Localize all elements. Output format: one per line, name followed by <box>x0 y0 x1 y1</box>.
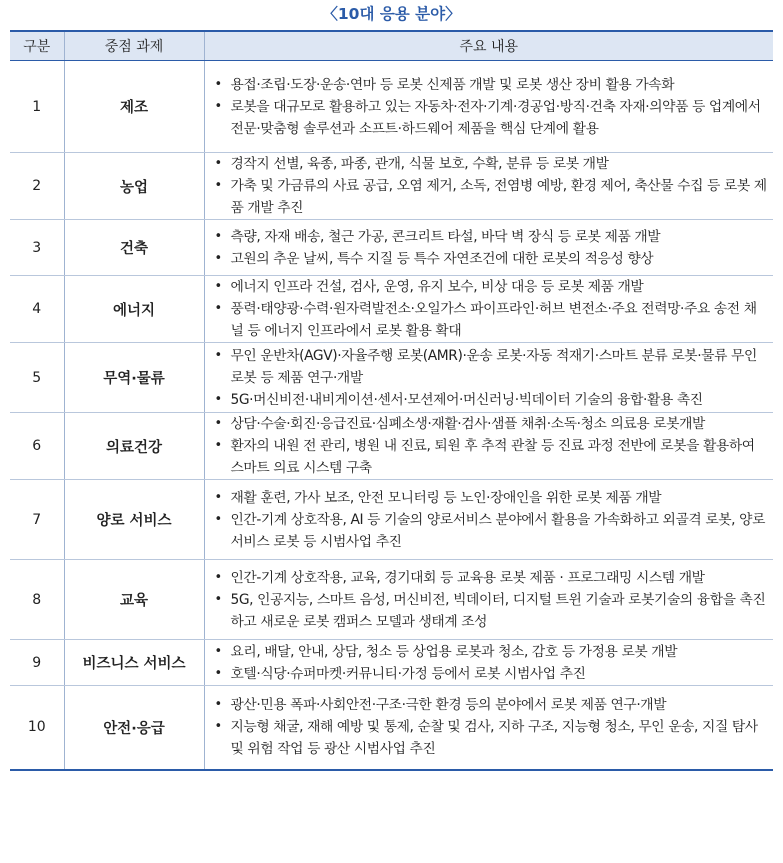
list-item <box>211 487 770 509</box>
list-item <box>211 226 770 248</box>
row-content <box>204 276 773 343</box>
row-content <box>204 220 773 276</box>
row-task: 의료건강 <box>64 413 204 480</box>
row-number: 3 <box>10 220 64 276</box>
row-number: 10 <box>10 686 64 770</box>
row-task: 제조 <box>64 61 204 153</box>
list-item <box>211 589 770 633</box>
content-list <box>211 74 770 140</box>
row-number: 1 <box>10 61 64 153</box>
table-row <box>10 276 773 343</box>
bullet-icon: • <box>214 391 222 407</box>
list-item-text: 요리, 배달, 안내, 상담, 청소 등 상업용 로봇과 청소, 감호 등 가정용 로봇 개발 <box>230 643 678 660</box>
list-item-text: 호텔·식당·슈퍼마켓·커뮤니티·가정 등에서 로봇 시범사업 추진 <box>230 665 586 682</box>
table-row <box>10 560 773 640</box>
list-item-text: 상담·수술·회진·응급진료·심폐소생·재활·검사·샘플 채취·소독·청소 의료용 로봇개발 <box>230 416 705 432</box>
row-content <box>204 640 773 686</box>
bullet-icon: • <box>214 250 222 266</box>
bullet-icon: • <box>214 665 222 681</box>
row-task: 건축 <box>64 220 204 276</box>
row-content <box>204 686 773 770</box>
row-task: 무역·물류 <box>64 343 204 413</box>
bullet-icon: • <box>214 511 222 527</box>
bullet-icon: • <box>214 347 222 363</box>
list-item-text: 고원의 추운 날씨, 특수 지질 등 특수 자연조건에 대한 로봇의 적응성 향상 <box>230 250 654 267</box>
content-list <box>211 694 770 760</box>
row-content <box>204 61 773 153</box>
header-category: 구분 <box>10 31 64 61</box>
list-item <box>211 298 770 342</box>
list-item <box>211 175 770 219</box>
list-item-text: 5G, 인공지능, 스마트 음성, 머신비전, 빅데이터, 디지털 트윈 기술과 로봇기술의 융합을 촉진하고 새로운 로봇 캠퍼스 모델과 생태계 조성 <box>230 591 766 630</box>
list-item-text: 풍력·태양광·수력·원자력발전소·오일가스 파이프라인·허브 변전소·주요 전력망·주요 송전 채널 등 에너지 인프라에서 로봇 활용 확대 <box>230 301 757 339</box>
content-list <box>211 345 770 411</box>
table-row <box>10 480 773 560</box>
list-item <box>211 694 770 716</box>
bullet-icon: • <box>214 591 222 607</box>
list-item <box>211 96 770 140</box>
table-row <box>10 153 773 220</box>
row-number: 6 <box>10 413 64 480</box>
bullet-icon: • <box>214 76 222 92</box>
row-content <box>204 343 773 413</box>
list-item <box>211 567 770 589</box>
row-content <box>204 560 773 640</box>
list-item <box>211 389 770 411</box>
table-title: 〈10대 응용 분야〉 <box>322 5 461 23</box>
row-task: 농업 <box>64 153 204 220</box>
list-item <box>211 716 770 760</box>
list-item-text: 에너지 인프라 건설, 검사, 운영, 유지 보수, 비상 대응 등 로봇 제품 개발 <box>230 279 644 295</box>
list-item <box>211 413 770 435</box>
bullet-icon: • <box>214 719 222 735</box>
bullet-icon: • <box>214 697 222 713</box>
row-task: 양로 서비스 <box>64 480 204 560</box>
list-item <box>211 641 770 663</box>
row-task: 비즈니스 서비스 <box>64 640 204 686</box>
table-row <box>10 343 773 413</box>
content-list <box>211 567 770 633</box>
table-body <box>10 61 773 770</box>
list-item-text: 지능형 채굴, 재해 예방 및 통제, 순찰 및 검사, 지하 구조, 지능형 청소, 무인 운송, 지질 탐사 및 위험 작업 등 광산 시범사업 추진 <box>230 719 758 758</box>
list-item <box>211 74 770 96</box>
list-item <box>211 248 770 270</box>
row-number: 7 <box>10 480 64 560</box>
bullet-icon: • <box>214 178 222 193</box>
bullet-icon: • <box>214 301 222 316</box>
list-item-text: 무인 운반차(AGV)·자율주행 로봇(AMR)·운송 로봇·자동 적재기·스마트 분류 로봇·물류 무인 로봇 등 제품 연구·개발 <box>230 347 757 386</box>
content-list <box>211 226 770 270</box>
content-list <box>211 413 770 479</box>
table-row <box>10 640 773 686</box>
table-header-row <box>10 31 773 61</box>
content-list <box>211 641 770 685</box>
row-content <box>204 480 773 560</box>
bullet-icon: • <box>214 279 222 294</box>
list-item-text: 경작지 선별, 육종, 파종, 관개, 식물 보호, 수확, 분류 등 로봇 개발 <box>230 156 609 172</box>
row-number: 9 <box>10 640 64 686</box>
list-item <box>211 153 770 175</box>
applications-table <box>10 30 773 771</box>
bullet-icon: • <box>214 489 222 505</box>
row-number: 2 <box>10 153 64 220</box>
row-task: 에너지 <box>64 276 204 343</box>
header-task: 중점 과제 <box>64 31 204 61</box>
row-content <box>204 413 773 480</box>
list-item <box>211 435 770 479</box>
list-item-text: 인간-기계 상호작용, AI 등 기술의 양로서비스 분야에서 활용을 가속화하고 외골격 로봇, 양로 서비스 로봇 등 시범사업 추진 <box>230 511 765 550</box>
row-content <box>204 153 773 220</box>
list-item-text: 인간-기계 상호작용, 교육, 경기대회 등 교육용 로봇 제품 · 프로그래밍 시스템 개발 <box>230 569 705 586</box>
list-item <box>211 509 770 553</box>
list-item-text: 가축 및 가금류의 사료 공급, 오염 제거, 소독, 전염병 예방, 환경 제어, 축산물 수집 등 로봇 제품 개발 추진 <box>230 178 767 216</box>
table-row <box>10 220 773 276</box>
content-list <box>211 276 770 342</box>
row-number: 4 <box>10 276 64 343</box>
bullet-icon: • <box>214 643 222 659</box>
bullet-icon: • <box>214 156 222 171</box>
list-item <box>211 345 770 389</box>
list-item-text: 측량, 자재 배송, 철근 가공, 콘크리트 타설, 바닥 벽 장식 등 로봇 제품 개발 <box>230 228 661 245</box>
list-item-text: 광산·민용 폭파·사회안전·구조·극한 환경 등의 분야에서 로봇 제품 연구·개발 <box>230 697 667 714</box>
bullet-icon: • <box>214 569 222 585</box>
list-item-text: 5G·머신비전·내비게이션·센서·모션제어·머신러닝·빅데이터 기술의 융합·활용 촉진 <box>230 391 703 408</box>
table-row <box>10 413 773 480</box>
bullet-icon: • <box>214 416 222 431</box>
list-item-text: 로봇을 대규모로 활용하고 있는 자동차·전자·기계·경공업·방직·건축 자재·의약품 등 업계에서 전문·맞춤형 솔루션과 소프트·하드웨어 제품을 핵심 단계에 활용 <box>230 98 761 137</box>
list-item <box>211 663 770 685</box>
table-row <box>10 686 773 770</box>
bullet-icon: • <box>214 228 222 244</box>
list-item-text: 용접·조립·도장·운송·연마 등 로봇 신제품 개발 및 로봇 생산 장비 활용 가속화 <box>230 76 675 93</box>
bullet-icon: • <box>214 98 222 114</box>
row-number: 8 <box>10 560 64 640</box>
row-task: 교육 <box>64 560 204 640</box>
row-number: 5 <box>10 343 64 413</box>
content-list <box>211 153 770 219</box>
header-content: 주요 내용 <box>204 31 773 61</box>
row-task: 안전·응급 <box>64 686 204 770</box>
bullet-icon: • <box>214 438 222 453</box>
content-list <box>211 487 770 553</box>
list-item-text: 환자의 내원 전 관리, 병원 내 진료, 퇴원 후 추적 관찰 등 진료 과정 전반에 로봇을 활용하여 스마트 의료 시스템 구축 <box>230 438 755 476</box>
list-item-text: 재활 훈련, 가사 보조, 안전 모니터링 등 노인·장애인을 위한 로봇 제품 개발 <box>230 489 662 506</box>
table-row <box>10 61 773 153</box>
list-item <box>211 276 770 298</box>
